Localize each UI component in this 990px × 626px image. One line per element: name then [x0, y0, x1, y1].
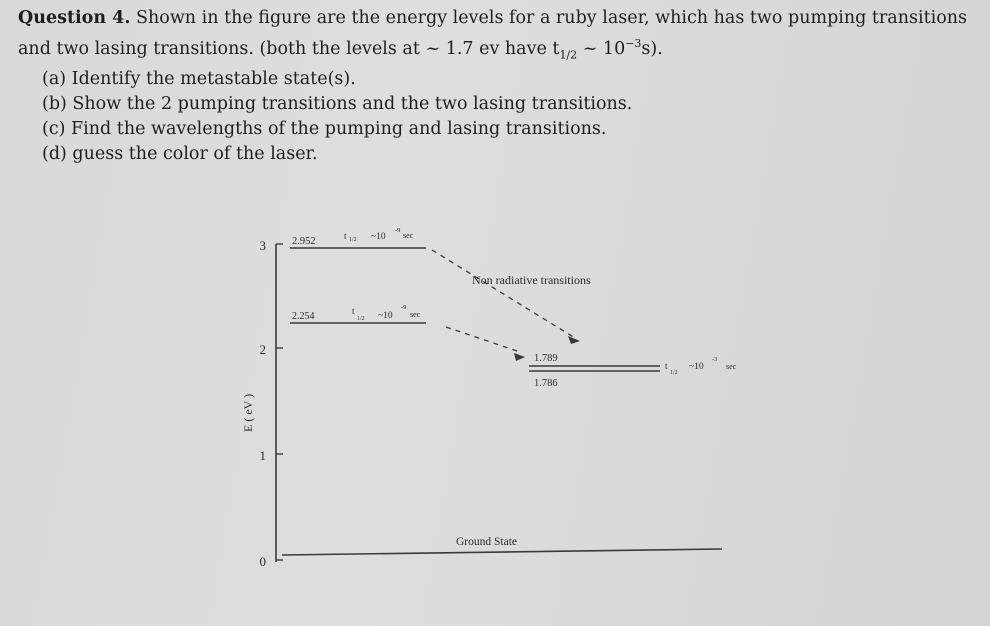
- ground-state-label: Ground State: [456, 536, 518, 548]
- level-1786-exp: -3: [712, 356, 718, 363]
- level-2952-t-sub: 1/2: [349, 237, 357, 243]
- level-2254-t-sub: 1/2: [357, 316, 365, 322]
- tick-label-3: 3: [259, 238, 266, 253]
- level-2254-exp: -9: [401, 304, 407, 311]
- question-line-2-end: s).: [641, 38, 663, 59]
- nonradiative-label: Non radiative transitions: [472, 273, 591, 287]
- question-item-b: (b) Show the 2 pumping transitions and the two lasing transitions.: [42, 94, 633, 115]
- question-intro: Shown in the figure are the energy levels for a ruby laser, which has two pumping transitions: [136, 8, 967, 28]
- tick-label-1: 1: [259, 448, 266, 463]
- question-number: Question 4.: [18, 8, 131, 28]
- question-item-c: (c) Find the wavelengths of the pumping and lasing transitions.: [42, 119, 607, 140]
- question-line-2-tail: ~ 10: [577, 38, 626, 59]
- ground-state-line: [282, 549, 722, 555]
- question-item-d: (d) guess the color of the laser.: [42, 144, 318, 165]
- nonradiative-arrowhead-lower: [514, 353, 525, 361]
- level-1789-label: 1.789: [534, 353, 558, 364]
- level-2952-t: t: [344, 231, 347, 241]
- nonradiative-transition-upper: [432, 250, 575, 338]
- half-life-subscript: 1/2: [559, 48, 578, 62]
- level-2254-unit: sec: [410, 310, 421, 319]
- tick-label-0: 0: [259, 554, 266, 569]
- level-2952-exp: -9: [395, 227, 401, 234]
- level-1786-unit: sec: [726, 362, 737, 371]
- level-2952-lifetime: ~10: [371, 232, 386, 242]
- tick-label-2: 2: [259, 342, 266, 357]
- level-1786-t-sub: 1/2: [670, 370, 678, 376]
- level-2254-lifetime: ~10: [378, 311, 393, 321]
- question-item-a: (a) Identify the metastable state(s).: [42, 69, 356, 90]
- half-life-exponent: −3: [625, 37, 642, 50]
- question-line-2-text: and two lasing transitions. (both the levels at ~ 1.7 ev have t: [18, 38, 560, 59]
- energy-axis-label: E ( eV ): [241, 393, 255, 432]
- level-2952-unit: sec: [403, 231, 414, 240]
- level-1786-label: 1.786: [534, 378, 558, 389]
- nonradiative-arrowhead-upper: [568, 336, 580, 344]
- level-2254-label: 2.254: [292, 311, 315, 322]
- level-1786-t: t: [665, 361, 668, 371]
- level-2254-t: t: [352, 306, 355, 316]
- nonradiative-transition-lower: [446, 327, 520, 352]
- level-1786-lifetime: ~10: [689, 362, 704, 372]
- level-2952-label: 2.952: [292, 236, 316, 247]
